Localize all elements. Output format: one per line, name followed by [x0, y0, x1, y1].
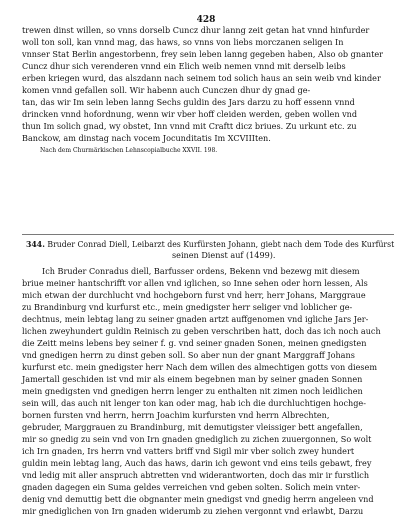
- heading-line: [26, 239, 394, 250]
- text-line: sein will, das auch nit lenger ton kan oder mag, hab ich die durchluchtigen hochge-: [22, 398, 366, 408]
- text-line: vnd gnedigen herrn zu dinst geben soll. So aber nun der gnant Marggraff Johans: [22, 350, 355, 360]
- text-line: dechtnus, mein lebtag lang zu seiner gnaden artzt auffgenomen vnd igliche Jars Jer-: [22, 314, 369, 324]
- text-line: Cuncz dhur sich verenderen vnnd ein Elich weib nemen vnnd mit derselb leibs: [22, 61, 346, 71]
- text-line: woll ton soll, kan vnnd mag, das haws, so vnns von liebs morczanen seligen In: [22, 37, 344, 47]
- text-line: tan, das wir Im sein leben lanng Sechs guldin des Jars darzu zu hoff essenn vnnd: [22, 97, 355, 107]
- heading-title: Bruder Conrad Diell, Leibarzt des Kurfürsten Johann, giebt nach dem Tode des Kurfürst: [47, 239, 395, 249]
- text-line: ich Irn gnaden, Irs herrn vnd vatters briff vnd Sigil mir vber solich zwey hundert: [22, 446, 355, 456]
- text-line: briue meiner hantschrifft vor allen vnd iglichen, so Inne sehen oder horn lessen, Als: [22, 278, 368, 288]
- text-line: trewen dinst willen, so vnns dorselb Cuncz dhur lanng zeit getan hat vnnd hinfurder: [22, 25, 370, 35]
- text-line: erben kriegen wurd, das alszdann nach seinem tod solich haus an sein weib vnd kinder: [22, 73, 381, 83]
- text-line: bornen fursten vnd herrn, herrn Joachim kurfursten vnd herrn Albrechten,: [22, 410, 330, 420]
- text-line: thun Im solich gnad, wy obstet, Inn vnnd mit Craftt dicz briues. Zu urkunt etc. zu: [22, 121, 357, 131]
- text-line: drincken vnnd hofordnung, wenn wir vber hoff cleiden werden, geben wollen vnd: [22, 109, 358, 119]
- text-line: vnnser Stat Berlin angestorbenn, frey sein leben lanng gegeben haben, Also ob gnanter: [22, 49, 384, 59]
- text-line: komen vnnd gefallen soll. Wir habenn auch Cunczen dhur dy gnad ge-: [22, 85, 311, 95]
- text-line: Jamertall geschiden ist vnd mir als einem begebnen man by seiner gnaden Sonnen: [22, 374, 363, 384]
- text-line: denig vnd demuttig bett die obgnanter mein gnedigst vnd gnedig herrn angeleen vnd: [22, 494, 374, 504]
- text-line: vnd ledig mit aller anspruch abtretten vnd widerantworten, doch das mir ir furstlich: [22, 470, 370, 480]
- source-note: Nach dem Churmärkischen Lehnscopialbuche XXVII. 198.: [40, 147, 218, 154]
- text-line: mir gnediglichen von Irn gnaden widerumb zu ziehen vergonnt vnd erlawbt, Darzu: [22, 506, 364, 516]
- page-number: 428: [196, 15, 216, 25]
- document-number: 344.: [26, 239, 45, 249]
- text-line: mir so gnedig zu sein vnd von Irn gnaden gnediglich zu zichen zuuergonnen, So wolt: [22, 434, 372, 444]
- text-line: gebruder, Marggrauen zu Brandinburg, mit demutigster vleissiger bett angefallen,: [22, 422, 363, 432]
- text-line: Banckow, am dinstag nach vocem Jocunditatis Im XCVIIIten.: [22, 133, 271, 143]
- section-divider: [22, 234, 394, 235]
- text-line: zu Brandinburg vnd kurfurst etc., mein gnedigster herr seliger vnd loblicher ge-: [22, 302, 353, 312]
- text-line: guldin mein lebtag lang, Auch das haws, darin ich gewont vnd eins teils gebawt, frey: [22, 458, 372, 468]
- text-line: mich etwan der durchlucht vnd hochgeborn furst vnd herr, herr Johans, Marggraue: [22, 290, 366, 300]
- paragraph-first-line: Ich Bruder Conradus diell, Barfusser ordens, Bekenn vnd bezewg mit diesem: [42, 266, 360, 276]
- text-line: lichen zweyhundert guldin Reinisch zu geben verschriben hatt, doch das ich noch auch: [22, 326, 381, 336]
- text-line: mein gnedigsten vnd gnedigen herrn lenger zu enthalten nit zimen noch leidlichen: [22, 386, 363, 396]
- heading-line-2: seinen Dienst auf (1499).: [172, 250, 276, 260]
- text-line: gnaden dagegen ein Suma geldes verreichen vnd geben solten. Solich mein vnter-: [22, 482, 361, 492]
- text-line: die Zeitt meins lebens bey seiner f. g. vnd seiner gnaden Sonen, meinen gnedigsten: [22, 338, 367, 348]
- text-line: kurfurst etc. mein gnedigster herr Nach dem willen des almechtigen gotts von diesem: [22, 362, 378, 372]
